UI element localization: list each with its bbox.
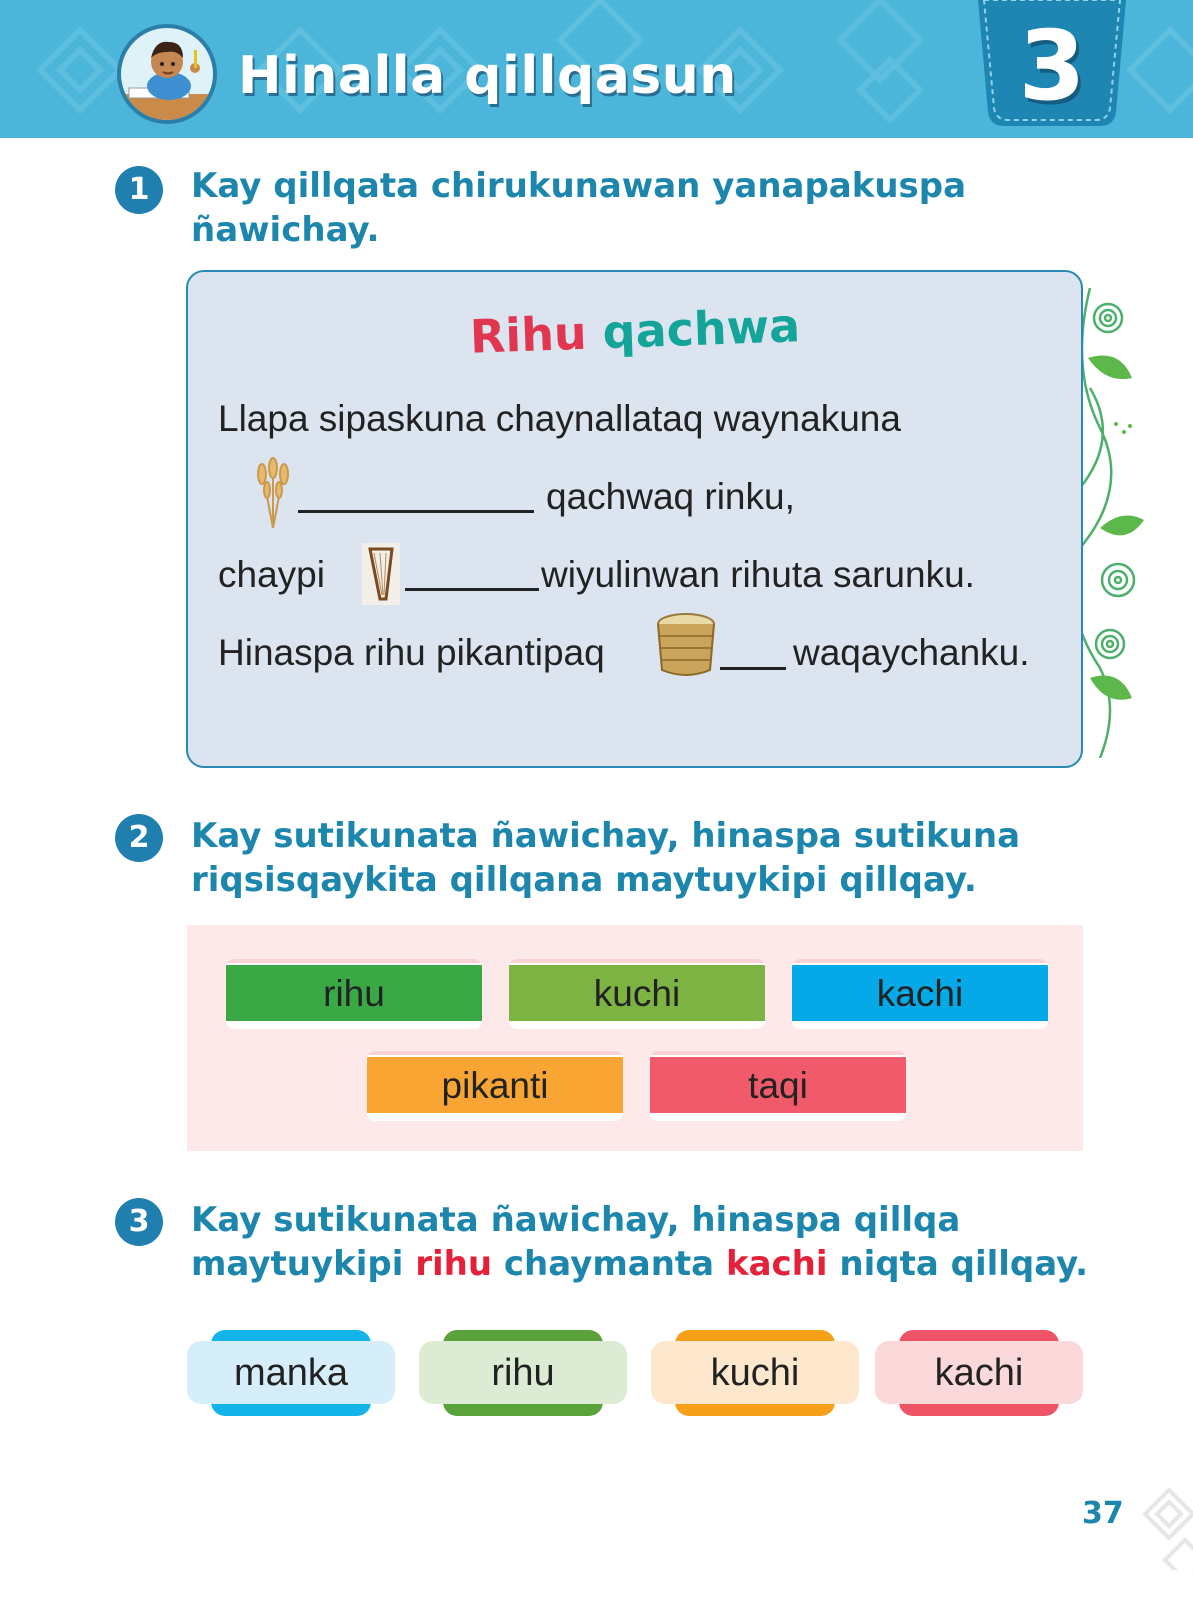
word-pill: [875, 1330, 1083, 1416]
instruction-line: Kay sutikunata ñawichay, hinaspa qillqa: [191, 1200, 961, 1240]
story-line-2: qachwaq rinku,: [546, 476, 795, 517]
instruction-text: maytuykipi: [191, 1244, 404, 1284]
pill-label: kuchi: [710, 1352, 800, 1394]
word-pill: [419, 1330, 627, 1416]
instruction-text: niqta qillqay.: [839, 1244, 1089, 1284]
highlight-word: kachi: [725, 1244, 828, 1284]
card-edge: [509, 959, 765, 963]
story-line-1: Llapa sipaskuna chaynallataq waynakuna: [218, 398, 901, 439]
instruction-line: [191, 1242, 1088, 1286]
word-label: kuchi: [593, 973, 681, 1014]
highlight-word: rihu: [415, 1244, 493, 1284]
instruction-line: Kay qillqata chirukunawan yanapakuspa: [191, 166, 967, 206]
card-edge: [650, 1051, 906, 1055]
activity-3-instruction: [191, 1198, 1088, 1286]
story-title-word: qachwa: [601, 298, 801, 360]
story-title-word: Rihu: [469, 305, 588, 364]
word-label: kachi: [876, 973, 964, 1014]
boy-writing-icon: [121, 28, 213, 120]
instruction-line: ñawichay.: [191, 210, 380, 250]
instruction-text: chaymanta: [503, 1244, 715, 1284]
word-card: [226, 959, 482, 1029]
page-title: Hinalla qillqasun: [238, 46, 737, 106]
story-line-3-start: chaypi: [218, 554, 325, 595]
instruction-line: Kay sutikunata ñawichay, hinaspa sutikuna: [191, 816, 1021, 856]
activity-3-number: 3: [115, 1198, 163, 1246]
page-number: 37: [1082, 1496, 1124, 1531]
pill-label: kachi: [934, 1352, 1024, 1394]
activity-2-instruction: [191, 814, 1020, 902]
word-pill: [187, 1330, 395, 1416]
activity-2-number: 2: [115, 814, 163, 862]
lesson-number-wrap: [978, 0, 1126, 132]
word-card: [792, 959, 1048, 1029]
word-pill: [651, 1330, 859, 1416]
word-label: taqi: [748, 1065, 808, 1106]
answer-blank[interactable]: [298, 510, 534, 513]
word-card: [509, 959, 765, 1029]
instruction-line: riqsisqaykita qillqana maytuykipi qillqay.: [191, 860, 977, 900]
avatar: [117, 24, 217, 124]
word-card: [650, 1051, 906, 1121]
word-label: pikanti: [441, 1065, 549, 1106]
card-edge: [367, 1051, 623, 1055]
corner-pattern-icon: [1125, 1470, 1193, 1570]
word-card: [367, 1051, 623, 1121]
wheat-icon: [254, 456, 292, 528]
harp-icon: [362, 543, 400, 605]
basket-icon: [656, 612, 716, 678]
activity-1-instruction: [191, 164, 966, 252]
answer-blank[interactable]: [720, 667, 786, 670]
activity-1-number: 1: [115, 166, 163, 214]
story-line-4-end: waqaychanku.: [793, 632, 1030, 673]
pill-label: manka: [233, 1352, 349, 1394]
card-edge: [226, 959, 482, 963]
word-label: rihu: [323, 973, 385, 1014]
lesson-number: 3: [1018, 10, 1086, 122]
story-line-4-start: Hinaspa rihu pikantipaq: [218, 632, 605, 673]
card-edge: [792, 959, 1048, 963]
story-line-3-end: wiyulinwan rihuta sarunku.: [541, 554, 975, 595]
answer-blank[interactable]: [405, 588, 539, 591]
pill-label: rihu: [491, 1352, 555, 1394]
